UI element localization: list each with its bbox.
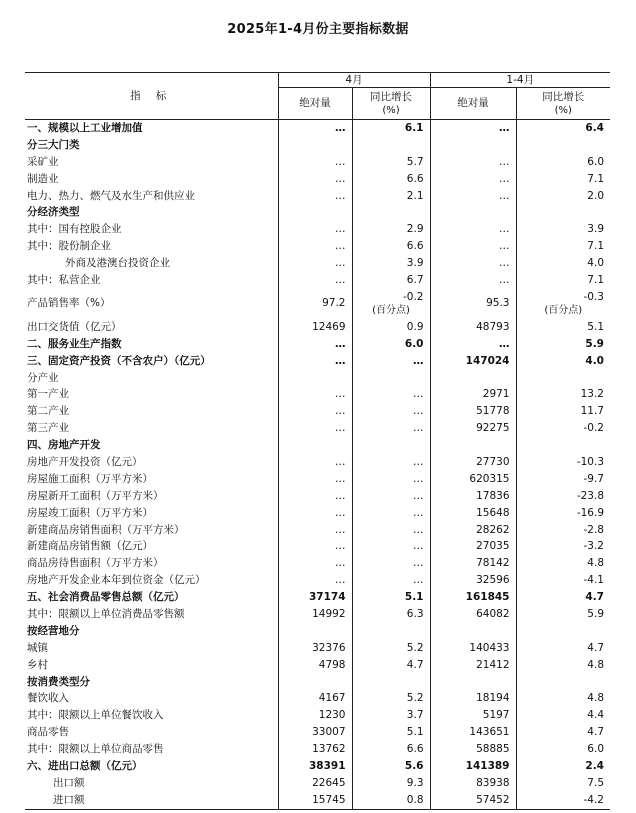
cell-c: 17836: [430, 488, 516, 505]
indicator-table: [25, 72, 610, 810]
row-label: 按消费类型分: [27, 675, 90, 688]
table-row: [25, 386, 610, 403]
cell-b: -0.2 (百分点): [352, 289, 430, 319]
row-label: 分经济类型: [27, 206, 80, 219]
cell-b: …: [352, 386, 430, 403]
cell-a: …: [278, 538, 352, 555]
cell-c: …: [430, 255, 516, 272]
cell-a: …: [278, 120, 352, 137]
table-row: [25, 403, 610, 420]
cell-b: [352, 137, 430, 154]
row-label: 其中：限额以上单位餐饮收入: [27, 709, 164, 722]
cell-a: [278, 437, 352, 454]
cell-b: …: [352, 420, 430, 437]
table-row: [25, 623, 610, 640]
cell-d: [516, 674, 610, 691]
cell-b: 6.6: [352, 238, 430, 255]
cell-c: 143651: [430, 724, 516, 741]
cell-b: …: [352, 353, 430, 370]
row-label: 房屋新开工面积（万平方米）: [27, 489, 164, 502]
cell-c: [430, 370, 516, 387]
cell-a: 12469: [278, 319, 352, 336]
cell-a: …: [278, 336, 352, 353]
cell-a: …: [278, 488, 352, 505]
table-row: [25, 319, 610, 336]
cell-d: 5.9: [516, 336, 610, 353]
row-label: 房屋施工面积（万平方米）: [27, 472, 153, 485]
cell-a: …: [278, 555, 352, 572]
table-row: [25, 370, 610, 387]
table-row: [25, 606, 610, 623]
cell-d: 4.8: [516, 691, 610, 708]
cell-d: 4.8: [516, 555, 610, 572]
cell-a: [278, 674, 352, 691]
table-row: [25, 572, 610, 589]
cell-c: 18194: [430, 691, 516, 708]
row-label: 其中：国有控股企业: [27, 223, 122, 236]
row-label: 其中：限额以上单位消费品零售额: [27, 607, 185, 620]
cell-d: 6.4: [516, 120, 610, 137]
table-row: [25, 505, 610, 522]
cell-b: 5.1: [352, 724, 430, 741]
cell-c: 27035: [430, 538, 516, 555]
table-row: [25, 454, 610, 471]
cell-a: 14992: [278, 606, 352, 623]
cell-a: [278, 370, 352, 387]
row-label: 出口交货值（亿元）: [27, 320, 122, 333]
col-header-month: 4月: [278, 73, 430, 88]
cell-d: 7.1: [516, 272, 610, 289]
cell-c: …: [430, 221, 516, 238]
cell-b: 5.2: [352, 691, 430, 708]
cell-a: …: [278, 238, 352, 255]
table-row: [25, 657, 610, 674]
cell-d: -4.2: [516, 792, 610, 809]
cell-a: [278, 204, 352, 221]
cell-b: 4.7: [352, 657, 430, 674]
cell-b: 6.0: [352, 336, 430, 353]
table-row: [25, 674, 610, 691]
row-label: 第二产业: [27, 405, 69, 418]
cell-c: …: [430, 272, 516, 289]
table-row: [25, 488, 610, 505]
cell-d: 2.4: [516, 758, 610, 775]
cell-a: …: [278, 154, 352, 171]
table-row: [25, 238, 610, 255]
cell-a: [278, 623, 352, 640]
table-row: [25, 691, 610, 708]
cell-b: 2.9: [352, 221, 430, 238]
table-row: [25, 188, 610, 205]
row-label: 采矿业: [27, 155, 59, 168]
cell-b: …: [352, 572, 430, 589]
table-row: [25, 758, 610, 775]
row-label: 房地产开发企业本年到位资金（亿元）: [27, 574, 206, 587]
cell-d: -0.2: [516, 420, 610, 437]
table-row: [25, 154, 610, 171]
table-row: [25, 420, 610, 437]
cell-c: 51778: [430, 403, 516, 420]
unit-note: (百分点): [372, 304, 410, 316]
cell-d: 5.9: [516, 606, 610, 623]
row-label: 第三产业: [27, 422, 69, 435]
table-row: [25, 221, 610, 238]
col-header-cumulative: 1-4月: [430, 73, 610, 88]
cell-a: …: [278, 572, 352, 589]
cell-d: -23.8: [516, 488, 610, 505]
cell-b: …: [352, 454, 430, 471]
row-label: 其中：限额以上单位商品零售: [27, 743, 164, 756]
row-label: 一、规模以上工业增加值: [27, 121, 143, 134]
cell-d: -4.1: [516, 572, 610, 589]
cell-c: [430, 437, 516, 454]
table-row: [25, 137, 610, 154]
row-label: 按经营地分: [27, 624, 80, 637]
cell-a: …: [278, 522, 352, 539]
cell-c: 83938: [430, 775, 516, 792]
cell-c: 141389: [430, 758, 516, 775]
row-label: 四、房地产开发: [27, 439, 101, 452]
page-title: 2025年1-4月份主要指标数据: [227, 22, 409, 37]
cell-a: …: [278, 272, 352, 289]
col-header-abs-month: 绝对量: [278, 88, 352, 120]
cell-a: …: [278, 255, 352, 272]
table-row: [25, 792, 610, 809]
cell-b: …: [352, 471, 430, 488]
row-label: 制造业: [27, 172, 59, 185]
cell-d: 2.0: [516, 188, 610, 205]
cell-d: 11.7: [516, 403, 610, 420]
cell-c: 95.3: [430, 289, 516, 319]
cell-b: …: [352, 555, 430, 572]
row-label: 进口额: [25, 792, 278, 809]
row-label: 房地产开发投资（亿元）: [27, 455, 143, 468]
cell-d: -9.7: [516, 471, 610, 488]
cell-a: …: [278, 221, 352, 238]
cell-b: 5.7: [352, 154, 430, 171]
cell-a: 1230: [278, 707, 352, 724]
cell-b: 5.2: [352, 640, 430, 657]
cell-d: 6.0: [516, 154, 610, 171]
cell-d: 7.1: [516, 171, 610, 188]
cell-b: 9.3: [352, 775, 430, 792]
cell-c: 161845: [430, 589, 516, 606]
row-label: 六、进出口总额（亿元）: [27, 760, 143, 772]
cell-b: 3.9: [352, 255, 430, 272]
cell-b: 0.8: [352, 792, 430, 809]
cell-c: [430, 623, 516, 640]
table-row: [25, 775, 610, 792]
cell-b: …: [352, 403, 430, 420]
cell-b: 0.9: [352, 319, 430, 336]
col-header-yoy-month: 同比增长 (%): [352, 88, 430, 120]
cell-b: [352, 370, 430, 387]
cell-a: …: [278, 420, 352, 437]
cell-c: 78142: [430, 555, 516, 572]
row-label: 新建商品房销售面积（万平方米）: [27, 523, 185, 536]
table-row: [25, 204, 610, 221]
cell-a: 15745: [278, 792, 352, 809]
row-label: 商品零售: [27, 726, 69, 739]
table-row: [25, 471, 610, 488]
cell-d: 6.0: [516, 741, 610, 758]
cell-d: 3.9: [516, 221, 610, 238]
row-label: 外商及港澳台投资企业: [65, 257, 170, 270]
row-label: 商品房待售面积（万平方米）: [27, 557, 164, 570]
cell-d: 5.1: [516, 319, 610, 336]
row-label: 产品销售率（%）: [27, 297, 111, 310]
row-label: 电力、热力、燃气及水生产和供应业: [27, 189, 195, 202]
cell-b: …: [352, 522, 430, 539]
table-row: [25, 255, 610, 272]
cell-d: 13.2: [516, 386, 610, 403]
row-label: 城镇: [27, 641, 48, 654]
cell-d: -0.3 (百分点): [516, 289, 610, 319]
cell-d: 4.7: [516, 724, 610, 741]
cell-b: 6.6: [352, 741, 430, 758]
table-row: [25, 589, 610, 606]
cell-a: 32376: [278, 640, 352, 657]
table-row: [25, 640, 610, 657]
cell-d: [516, 137, 610, 154]
row-label: 分产业: [27, 371, 59, 384]
cell-b: …: [352, 488, 430, 505]
cell-d: 4.7: [516, 640, 610, 657]
cell-c: 21412: [430, 657, 516, 674]
row-label: 其中：私营企业: [27, 273, 101, 286]
table-row: [25, 707, 610, 724]
cell-a: 33007: [278, 724, 352, 741]
col-header-abs-cum: 绝对量: [430, 88, 516, 120]
unit-note: (百分点): [544, 304, 583, 316]
cell-a: 4798: [278, 657, 352, 674]
cell-c: [430, 674, 516, 691]
cell-a: …: [278, 454, 352, 471]
cell-a: …: [278, 171, 352, 188]
cell-b: 6.1: [352, 120, 430, 137]
cell-c: [430, 204, 516, 221]
cell-d: 4.0: [516, 255, 610, 272]
cell-c: 5197: [430, 707, 516, 724]
cell-c: 27730: [430, 454, 516, 471]
cell-c: …: [430, 238, 516, 255]
cell-d: [516, 370, 610, 387]
table-row: [25, 724, 610, 741]
cell-c: 64082: [430, 606, 516, 623]
table-row: [25, 741, 610, 758]
cell-a: 4167: [278, 691, 352, 708]
table-row: [25, 353, 610, 370]
row-label: 第一产业: [27, 388, 69, 401]
table-row: [25, 272, 610, 289]
cell-d: [516, 437, 610, 454]
cell-b: [352, 623, 430, 640]
cell-d: -16.9: [516, 505, 610, 522]
cell-a: …: [278, 471, 352, 488]
cell-d: [516, 204, 610, 221]
cell-a: …: [278, 403, 352, 420]
cell-b: 3.7: [352, 707, 430, 724]
table-row: [25, 336, 610, 353]
row-label: 餐饮收入: [27, 692, 69, 705]
row-label: 乡村: [27, 658, 48, 671]
cell-b: 5.6: [352, 758, 430, 775]
table-row: [25, 120, 610, 137]
row-label: 新建商品房销售额（亿元）: [27, 540, 153, 553]
cell-d: -10.3: [516, 454, 610, 471]
cell-c: …: [430, 188, 516, 205]
table-row: [25, 289, 610, 319]
cell-d: 7.1: [516, 238, 610, 255]
cell-c: 57452: [430, 792, 516, 809]
table-row: [25, 171, 610, 188]
cell-a: 97.2: [278, 289, 352, 319]
cell-c: 147024: [430, 353, 516, 370]
cell-b: 5.1: [352, 589, 430, 606]
col-header-yoy-cum: 同比增长 (%): [516, 88, 610, 120]
cell-c: 28262: [430, 522, 516, 539]
cell-a: …: [278, 386, 352, 403]
cell-d: [516, 623, 610, 640]
table-row: [25, 437, 610, 454]
cell-c: 15648: [430, 505, 516, 522]
cell-c: 620315: [430, 471, 516, 488]
cell-a: [278, 137, 352, 154]
cell-c: 32596: [430, 572, 516, 589]
table-row: [25, 538, 610, 555]
cell-c: 140433: [430, 640, 516, 657]
cell-d: -3.2: [516, 538, 610, 555]
row-label: 二、服务业生产指数: [27, 337, 122, 350]
row-label: 五、社会消费品零售总额（亿元）: [27, 591, 185, 604]
cell-b: [352, 204, 430, 221]
cell-d: 4.8: [516, 657, 610, 674]
cell-d: 4.7: [516, 589, 610, 606]
cell-a: …: [278, 505, 352, 522]
cell-a: 37174: [278, 589, 352, 606]
cell-d: 4.4: [516, 707, 610, 724]
cell-b: [352, 437, 430, 454]
cell-b: 6.3: [352, 606, 430, 623]
row-label: 其中：股份制企业: [27, 240, 111, 253]
cell-a: 13762: [278, 741, 352, 758]
cell-c: 48793: [430, 319, 516, 336]
cell-a: 22645: [278, 775, 352, 792]
cell-c: [430, 137, 516, 154]
cell-a: …: [278, 353, 352, 370]
table-row: [25, 555, 610, 572]
cell-b: [352, 674, 430, 691]
cell-c: …: [430, 171, 516, 188]
cell-a: 38391: [278, 758, 352, 775]
cell-a: …: [278, 188, 352, 205]
cell-d: -2.8: [516, 522, 610, 539]
col-header-indicator: 指 标: [130, 89, 173, 102]
row-label: 三、固定资产投资（不含农户）（亿元）: [27, 354, 211, 367]
cell-c: 92275: [430, 420, 516, 437]
cell-c: …: [430, 154, 516, 171]
cell-b: …: [352, 505, 430, 522]
cell-d: 4.0: [516, 353, 610, 370]
cell-c: …: [430, 120, 516, 137]
cell-b: 6.6: [352, 171, 430, 188]
cell-b: …: [352, 538, 430, 555]
row-label: 出口额: [53, 776, 85, 789]
cell-c: 2971: [430, 386, 516, 403]
row-label: 房屋竣工面积（万平方米）: [27, 506, 153, 519]
cell-c: 58885: [430, 741, 516, 758]
table-row: [25, 522, 610, 539]
cell-c: …: [430, 336, 516, 353]
cell-b: 6.7: [352, 272, 430, 289]
row-label: 分三大门类: [27, 138, 80, 151]
cell-d: 7.5: [516, 775, 610, 792]
cell-b: 2.1: [352, 188, 430, 205]
